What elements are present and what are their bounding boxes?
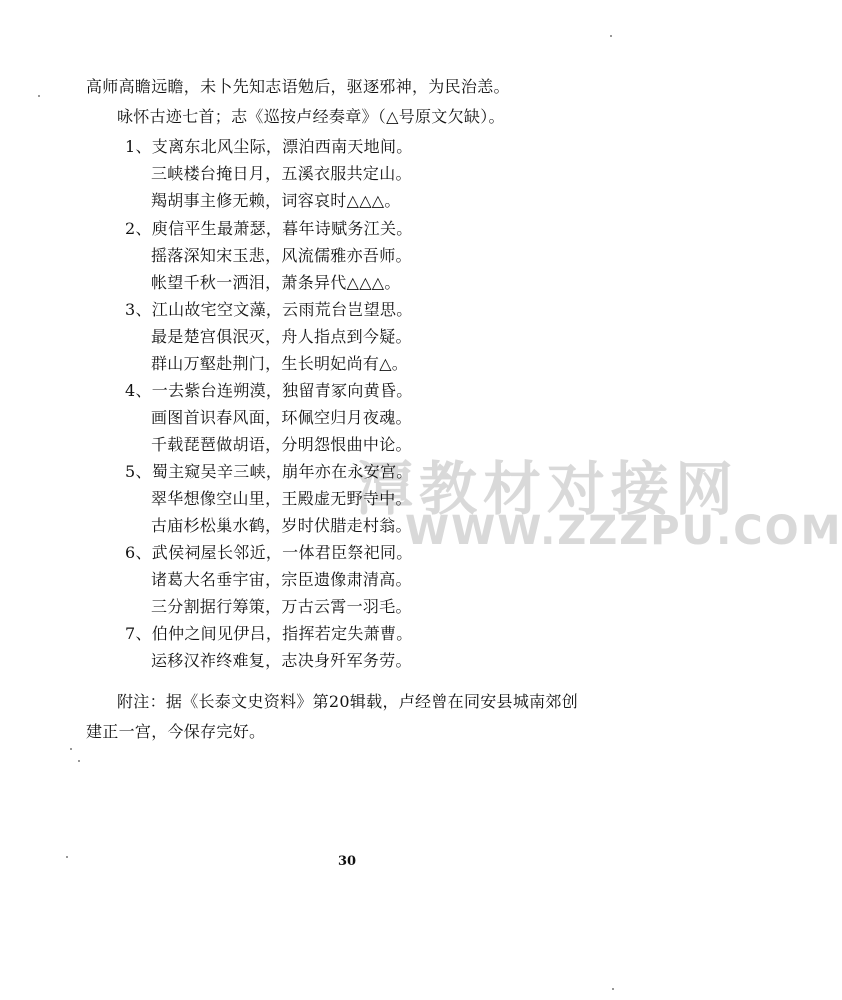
poem-line: 诸葛大名垂宇宙，宗臣遗像肃清高。 <box>151 570 412 589</box>
scan-speck <box>66 856 68 858</box>
poem-line: 画图首识春风面，环佩空归月夜魂。 <box>151 408 412 427</box>
poem-line: 7、伯仲之间见伊吕，指挥若定失萧曹。 <box>125 624 413 643</box>
poem-line: 6、武侯祠屋长邻近，一体君臣祭祀同。 <box>125 543 413 562</box>
watermark-url: WWW.ZZZPU.COM <box>405 508 842 554</box>
poem-line: 2、庾信平生最萧瑟，暮年诗赋务江关。 <box>125 219 413 238</box>
note-line: 附注：据《长泰文史资料》第20辑载，卢经曾在同安县城南郊创 <box>117 692 579 711</box>
poems-heading: 咏怀古迹七首；志《巡按卢经奏章》（△号原文欠缺）。 <box>117 107 505 126</box>
poem-line: 古庙杉松巢水鹤，岁时伏腊走村翁。 <box>151 516 412 535</box>
poem-line: 3、江山故宅空文藻，云雨荒台岂望思。 <box>125 300 413 319</box>
poem-line: 羯胡事主修无赖，词容哀时△△△。 <box>151 191 401 210</box>
watermark-chinese: 潭教材对接网 <box>355 455 740 523</box>
scan-speck <box>610 35 612 37</box>
page-number: 30 <box>338 854 357 869</box>
poem-line: 帐望千秋一洒泪，萧条异代△△△。 <box>151 273 401 292</box>
poem-line: 最是楚宫俱泯灭，舟人指点到今疑。 <box>151 327 412 346</box>
note-line: 建正一宫，今保存完好。 <box>86 722 266 741</box>
scan-speck <box>612 988 614 990</box>
poem-line: 群山万壑赴荆门，生长明妃尚有△。 <box>151 354 409 373</box>
poem-line: 4、一去紫台连朔漠，独留青冢向黄昏。 <box>125 381 413 400</box>
scan-speck <box>78 760 80 762</box>
poem-line: 摇落深知宋玉悲，风流儒雅亦吾师。 <box>151 246 412 265</box>
poem-line: 5、蜀主窥吴辛三峡，崩年亦在永安宫。 <box>125 462 413 481</box>
poem-line: 运移汉祚终难复，志决身歼军务劳。 <box>151 651 412 670</box>
scan-speck <box>38 95 40 97</box>
intro-line: 高师高瞻远瞻，未卜先知志语勉后，驱逐邪神，为民治恙。 <box>86 77 510 96</box>
poem-line: 1、支离东北风尘际，漂泊西南天地间。 <box>125 137 413 156</box>
poem-line: 三峡楼台掩日月，五溪衣服共定山。 <box>151 164 412 183</box>
poem-line: 翠华想像空山里，王殿虚无野寺中。 <box>151 489 412 508</box>
poem-line: 千载琵琶做胡语，分明怨恨曲中论。 <box>151 435 412 454</box>
poem-line: 三分割据行筹策，万古云霄一羽毛。 <box>151 597 412 616</box>
scan-speck <box>70 748 72 750</box>
